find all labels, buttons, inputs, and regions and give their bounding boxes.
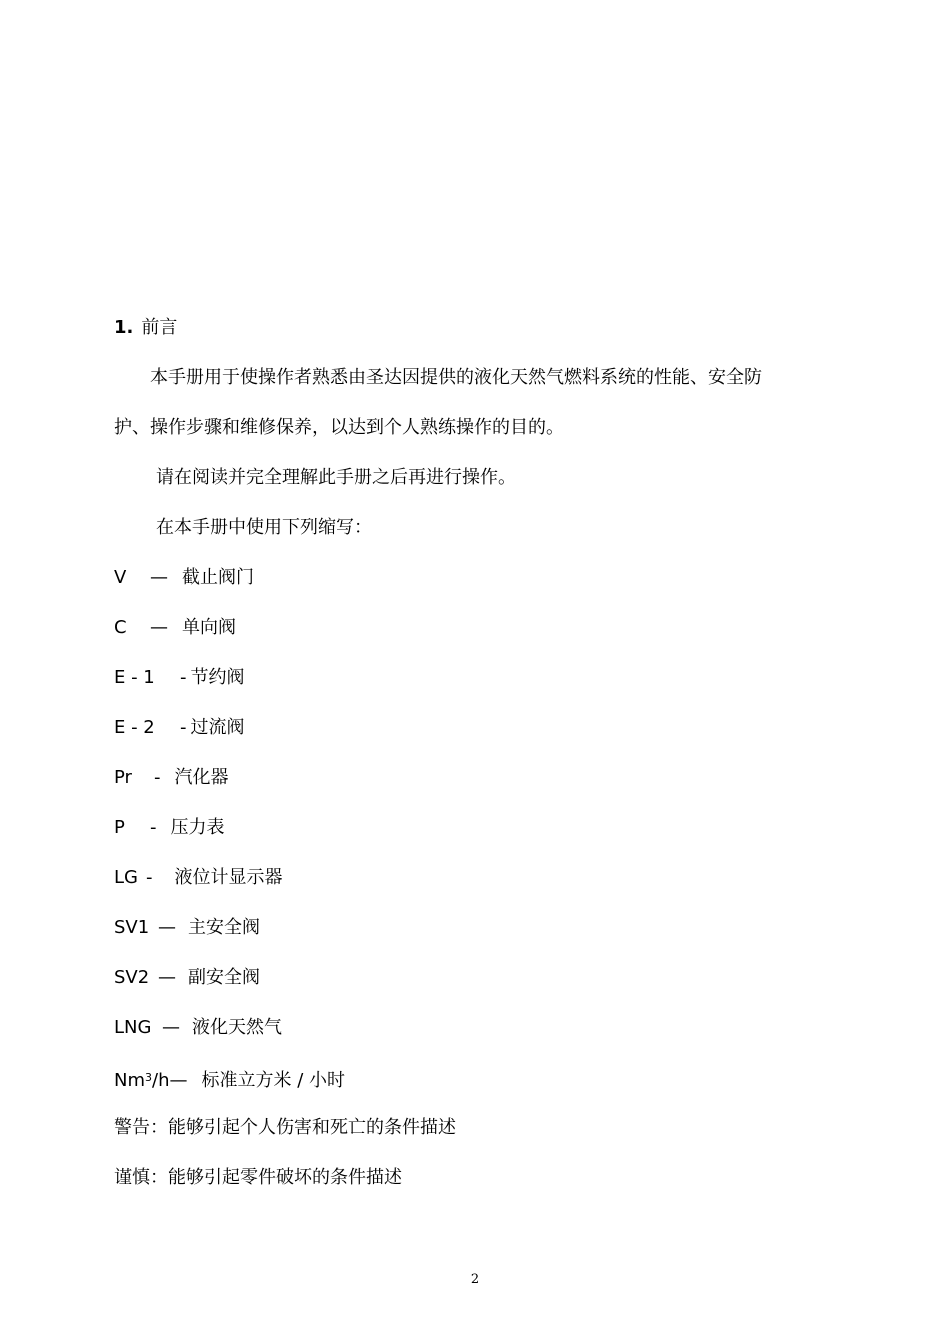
section-title: 前言 xyxy=(141,317,178,338)
abbreviation-code: Pr xyxy=(114,767,132,788)
abbreviation-row xyxy=(114,866,283,890)
caution-definition: 谨慎：能够引起零件破坏的条件描述 xyxy=(114,1167,402,1188)
abbreviation-intro: 在本手册中使用下列缩写： xyxy=(156,517,372,538)
abbreviation-row xyxy=(114,566,254,590)
abbreviation-separator: - xyxy=(180,667,187,688)
intro-paragraph-line-1: 本手册用于使操作者熟悉由圣达因提供的液化天然气燃料系统的性能、安全防 xyxy=(150,367,762,388)
warning-definition: 警告：能够引起个人伤害和死亡的条件描述 xyxy=(114,1117,456,1138)
abbreviation-description: 截止阀门 xyxy=(182,567,254,588)
abbreviation-row xyxy=(114,816,225,840)
unit-definition xyxy=(114,1066,345,1093)
unit-superscript: 3 xyxy=(145,1071,152,1084)
abbreviation-row xyxy=(114,1016,282,1040)
abbreviation-code: SV1 xyxy=(114,917,150,938)
section-number: 1. xyxy=(114,317,134,338)
abbreviation-row xyxy=(114,916,260,940)
unit-description: 标准立方米 / 小时 xyxy=(201,1070,345,1091)
abbreviation-description: 副安全阀 xyxy=(188,967,260,988)
abbreviation-row xyxy=(114,716,245,740)
abbreviation-code: SV2 xyxy=(114,967,150,988)
abbreviation-code: P xyxy=(114,817,125,838)
abbreviation-code: V xyxy=(114,567,127,588)
abbreviation-description: 压力表 xyxy=(170,817,225,838)
abbreviation-row xyxy=(114,766,229,790)
abbreviation-separator: — xyxy=(158,917,176,938)
abbreviation-description: 单向阀 xyxy=(182,617,236,638)
abbreviation-separator: - xyxy=(150,817,157,838)
abbreviation-separator: - xyxy=(146,867,153,888)
abbreviation-description: 液化天然气 xyxy=(192,1017,282,1038)
page-number: 2 xyxy=(470,1272,480,1287)
abbreviation-code: E - 2 xyxy=(114,717,155,738)
abbreviation-row xyxy=(114,666,245,690)
abbreviation-description: 主安全阀 xyxy=(188,917,260,938)
abbreviation-row xyxy=(114,616,236,640)
abbreviation-separator: - xyxy=(180,717,187,738)
abbreviation-description: 汽化器 xyxy=(174,767,229,788)
abbreviation-code: LG xyxy=(114,867,138,888)
abbreviation-separator: — xyxy=(158,967,176,988)
abbreviation-separator: — xyxy=(162,1017,180,1038)
unit-suffix: /h— xyxy=(152,1070,188,1091)
abbreviation-description: 过流阀 xyxy=(190,717,245,738)
abbreviation-description: 节约阀 xyxy=(190,667,245,688)
section-heading xyxy=(114,316,177,340)
intro-instruction: 请在阅读并完全理解此手册之后再进行操作。 xyxy=(156,467,516,488)
intro-paragraph-line-2: 护、操作步骤和维修保养，以达到个人熟练操作的目的。 xyxy=(114,417,564,438)
abbreviation-separator: — xyxy=(150,617,168,638)
abbreviation-description: 液位计显示器 xyxy=(174,867,283,888)
abbreviation-code: LNG xyxy=(114,1017,152,1038)
abbreviation-row xyxy=(114,966,260,990)
abbreviation-separator: - xyxy=(154,767,161,788)
unit-prefix: Nm xyxy=(114,1070,145,1091)
abbreviation-code: C xyxy=(114,617,127,638)
abbreviation-separator: — xyxy=(150,567,168,588)
abbreviation-code: E - 1 xyxy=(114,667,155,688)
